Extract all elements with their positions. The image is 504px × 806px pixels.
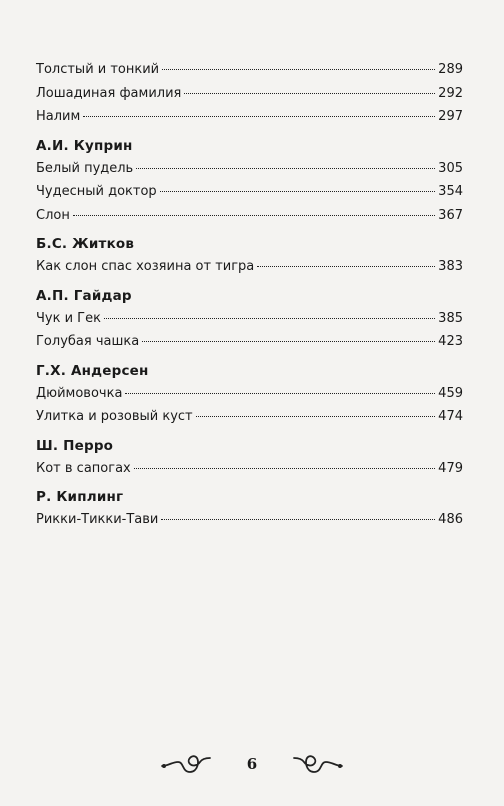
dot-leader <box>257 266 435 267</box>
entry-title: Чук и Гек <box>36 310 101 326</box>
toc-entry <box>36 307 463 331</box>
dot-leader <box>104 318 435 319</box>
author-heading: Ш. Перро <box>36 437 114 454</box>
entry-title: Слон <box>36 207 70 223</box>
dot-leader <box>134 468 435 469</box>
toc-entry <box>36 405 463 429</box>
author-heading: А.И. Куприн <box>36 137 133 154</box>
entry-page-number: 479 <box>438 460 463 476</box>
toc-entry <box>36 58 463 82</box>
entry-page-number: 289 <box>438 62 463 77</box>
entry-page-number: 383 <box>438 259 463 274</box>
entry-title: Лошадиная фамилия <box>36 85 182 101</box>
entry-title: Чудесный доктор <box>36 184 157 199</box>
entry-page-number: 305 <box>438 160 463 176</box>
entry-title: Налим <box>36 109 81 124</box>
toc-entry <box>36 204 463 228</box>
toc-entry <box>36 330 463 354</box>
entry-title: Кот в сапогах <box>36 460 131 476</box>
author-heading: Б.С. Житков <box>36 236 135 252</box>
entry-title: Улитка и розовый куст <box>36 409 193 424</box>
entry-page-number: 459 <box>438 385 463 401</box>
dot-leader <box>162 69 435 70</box>
entry-page-number: 354 <box>438 184 463 199</box>
entry-page-number: 486 <box>438 512 463 527</box>
entry-page-number: 423 <box>438 334 463 349</box>
toc-entry <box>36 508 463 532</box>
entry-page-number: 297 <box>438 109 463 124</box>
entry-title: Белый пудель <box>36 160 134 176</box>
flourish-left-icon <box>160 752 212 778</box>
entry-page-number: 292 <box>438 85 463 101</box>
toc-entry <box>36 82 463 106</box>
author-heading: А.П. Гайдар <box>36 287 132 304</box>
page-number: 6 <box>246 755 258 773</box>
dot-leader <box>136 168 435 169</box>
toc-entry <box>36 105 463 129</box>
page-footer <box>0 752 504 782</box>
dot-leader <box>125 393 435 394</box>
author-heading: Р. Киплинг <box>36 489 124 505</box>
table-of-contents <box>36 58 463 532</box>
entry-page-number: 474 <box>438 409 463 424</box>
toc-entry <box>36 457 463 481</box>
flourish-right-icon <box>292 752 344 778</box>
entry-page-number: 367 <box>438 207 463 223</box>
dot-leader <box>73 215 435 216</box>
dot-leader <box>160 191 436 192</box>
entry-title: Рикки-Тикки-Тави <box>36 512 159 527</box>
dot-leader <box>184 93 435 94</box>
dot-leader <box>196 416 436 417</box>
dot-leader <box>161 519 435 520</box>
toc-entry <box>36 255 463 279</box>
toc-entry <box>36 180 463 204</box>
entry-page-number: 385 <box>438 310 463 326</box>
entry-title: Голубая чашка <box>36 334 140 349</box>
dot-leader <box>83 116 435 117</box>
author-heading: Г.Х. Андерсен <box>36 362 149 379</box>
toc-entry <box>36 157 463 181</box>
toc-entry <box>36 382 463 406</box>
entry-title: Толстый и тонкий <box>36 62 160 77</box>
entry-title: Дюймовочка <box>36 385 123 401</box>
entry-title: Как слон спас хозяина от тигра <box>36 259 255 274</box>
dot-leader <box>142 341 435 342</box>
